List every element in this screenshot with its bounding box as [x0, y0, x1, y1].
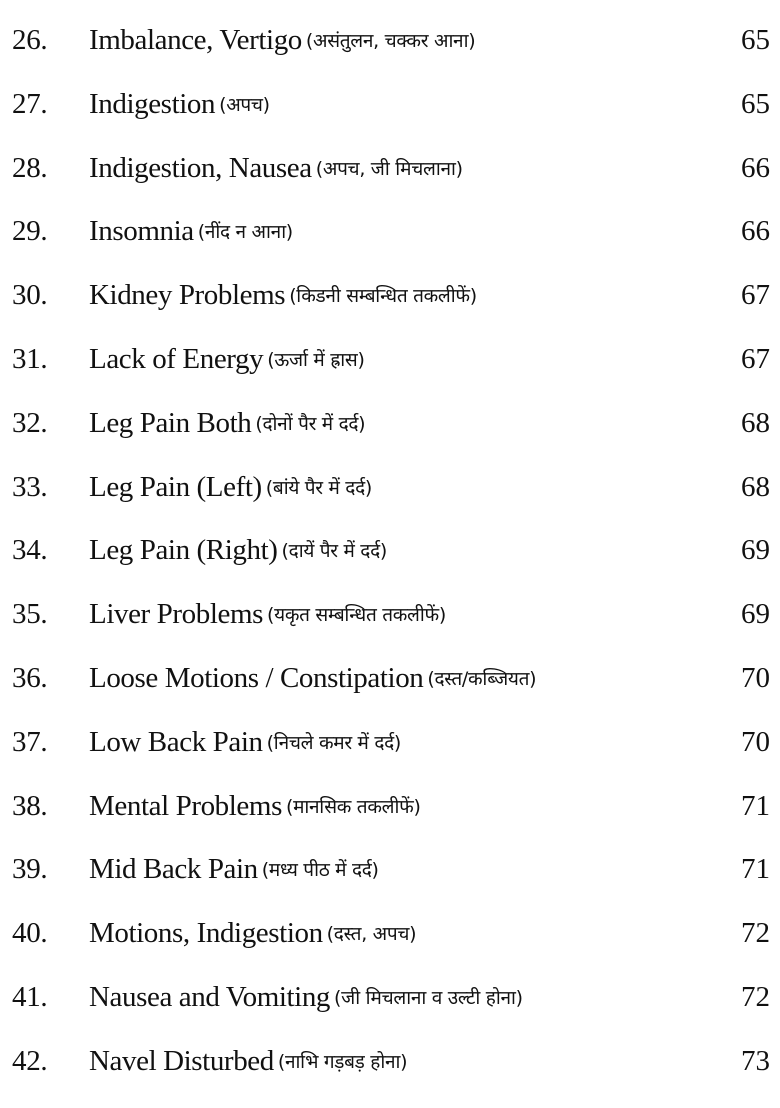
- entry-title-english: Mid Back Pain: [89, 853, 258, 886]
- entry-title: [89, 726, 401, 759]
- entry-title-english: Indigestion, Nausea: [89, 151, 312, 184]
- entry-page-number: 67: [741, 342, 770, 375]
- entry-title-hindi: (निचले कमर में दर्द): [266, 731, 402, 754]
- entry-number: 36.: [12, 661, 48, 694]
- entry-number: 38.: [12, 789, 48, 822]
- entry-title: [89, 471, 372, 504]
- entry-title-hindi: (दायें पैर में दर्द): [281, 540, 387, 563]
- entry-title-hindi: (दस्त/कब्जियत): [427, 667, 537, 690]
- entry-page-number: 70: [741, 661, 770, 694]
- entry-title-hindi: (किडनी सम्बन्धित तकलीफें): [289, 285, 477, 308]
- entry-title-english: Navel Disturbed: [89, 1044, 274, 1077]
- entry-number: 33.: [12, 470, 48, 503]
- entry-number: 40.: [12, 917, 48, 950]
- entry-title-english: Leg Pain Both: [89, 406, 252, 439]
- entry-title: [89, 152, 463, 185]
- entry-title-english: Lack of Energy: [89, 342, 264, 375]
- entry-page-number: 73: [741, 1044, 770, 1077]
- entry-title: [89, 917, 416, 950]
- toc-entry: [0, 648, 780, 712]
- entry-number: 41.: [12, 980, 48, 1013]
- entry-title: [89, 343, 365, 376]
- entry-page-number: 65: [741, 87, 770, 120]
- entry-title: [89, 534, 387, 567]
- entry-title-hindi: (दस्त, अपच): [326, 923, 417, 946]
- entry-number: 29.: [12, 215, 48, 248]
- entry-number: 28.: [12, 151, 48, 184]
- entry-title: [89, 598, 446, 631]
- entry-title-english: Motions, Indigestion: [89, 917, 323, 950]
- entry-title-english: Leg Pain (Left): [89, 470, 262, 503]
- entry-title: [89, 662, 536, 695]
- entry-title-hindi: (नींद न आना): [197, 221, 293, 244]
- entry-page-number: 69: [741, 534, 770, 567]
- entry-title: [89, 215, 293, 248]
- entry-page-number: 69: [741, 598, 770, 631]
- toc-entry: [0, 712, 780, 776]
- entry-page-number: 72: [741, 917, 770, 950]
- entry-number: 31.: [12, 342, 48, 375]
- entry-number: 26.: [12, 24, 48, 56]
- entry-number: 39.: [12, 853, 48, 886]
- entry-number: 35.: [12, 598, 48, 631]
- entry-title: [89, 1045, 407, 1078]
- entry-number: 42.: [12, 1044, 48, 1077]
- entry-title-hindi: (दोनों पैर में दर्द): [255, 412, 366, 435]
- entry-page-number: 68: [741, 406, 770, 439]
- entry-title: [89, 88, 270, 121]
- toc-entry: [0, 839, 780, 903]
- toc-entry: [0, 329, 780, 393]
- entry-title-hindi: (यकृत सम्बन्धित तकलीफें): [267, 604, 447, 627]
- toc-entry: [0, 10, 780, 74]
- entry-title-english: Leg Pain (Right): [89, 534, 278, 567]
- entry-title-hindi: (अपच): [219, 93, 270, 116]
- toc-entry: [0, 584, 780, 648]
- entry-number: 37.: [12, 725, 48, 758]
- entry-title-english: Insomnia: [89, 215, 194, 248]
- entry-number: 27.: [12, 87, 48, 120]
- entry-title-english: Loose Motions / Constipation: [89, 661, 424, 694]
- entry-title-hindi: (ऊर्जा में ह्रास): [267, 348, 365, 371]
- entry-title: [89, 279, 477, 312]
- entry-title-hindi: (बांये पैर में दर्द): [265, 476, 373, 499]
- toc-entry: [0, 138, 780, 202]
- entry-title-english: Low Back Pain: [89, 725, 263, 758]
- toc-entry: [0, 74, 780, 138]
- toc-entry: [0, 903, 780, 967]
- entry-title: [89, 853, 379, 886]
- entry-title: [89, 981, 523, 1014]
- entry-title-english: Mental Problems: [89, 789, 282, 822]
- entry-title-english: Nausea and Vomiting: [89, 980, 331, 1013]
- entry-title-hindi: (मध्य पीठ में दर्द): [261, 859, 379, 882]
- entry-page-number: 71: [741, 789, 770, 822]
- entry-number: 34.: [12, 534, 48, 567]
- entry-page-number: 72: [741, 980, 770, 1013]
- table-of-contents: [0, 10, 780, 1095]
- entry-page-number: 70: [741, 725, 770, 758]
- toc-entry: [0, 393, 780, 457]
- entry-title-hindi: (असंतुलन, चक्कर आना): [305, 30, 476, 52]
- entry-title-hindi: (अपच, जी मिचलाना): [315, 157, 463, 180]
- entry-number: 30.: [12, 279, 48, 312]
- entry-page-number: 66: [741, 151, 770, 184]
- entry-title: [89, 790, 421, 823]
- entry-title-hindi: (मानसिक तकलीफें): [285, 795, 421, 818]
- entry-title-english: Kidney Problems: [89, 279, 286, 312]
- entry-title: [89, 24, 475, 57]
- toc-entry: [0, 1031, 780, 1095]
- entry-title-english: Indigestion: [89, 87, 216, 120]
- entry-page-number: 71: [741, 853, 770, 886]
- entry-title-english: Liver Problems: [89, 598, 264, 631]
- entry-page-number: 66: [741, 215, 770, 248]
- entry-page-number: 67: [741, 279, 770, 312]
- toc-entry: [0, 457, 780, 521]
- toc-entry: [0, 776, 780, 840]
- entry-title-english: Imbalance, Vertigo: [89, 24, 302, 56]
- toc-entry: [0, 265, 780, 329]
- toc-entry: [0, 201, 780, 265]
- entry-title: [89, 407, 365, 440]
- toc-entry: [0, 520, 780, 584]
- entry-page-number: 65: [741, 24, 770, 56]
- entry-title-hindi: (नाभि गड़बड़ होना): [277, 1050, 408, 1073]
- entry-page-number: 68: [741, 470, 770, 503]
- entry-number: 32.: [12, 406, 48, 439]
- toc-entry: [0, 967, 780, 1031]
- entry-title-hindi: (जी मिचलाना व उल्टी होना): [334, 986, 523, 1009]
